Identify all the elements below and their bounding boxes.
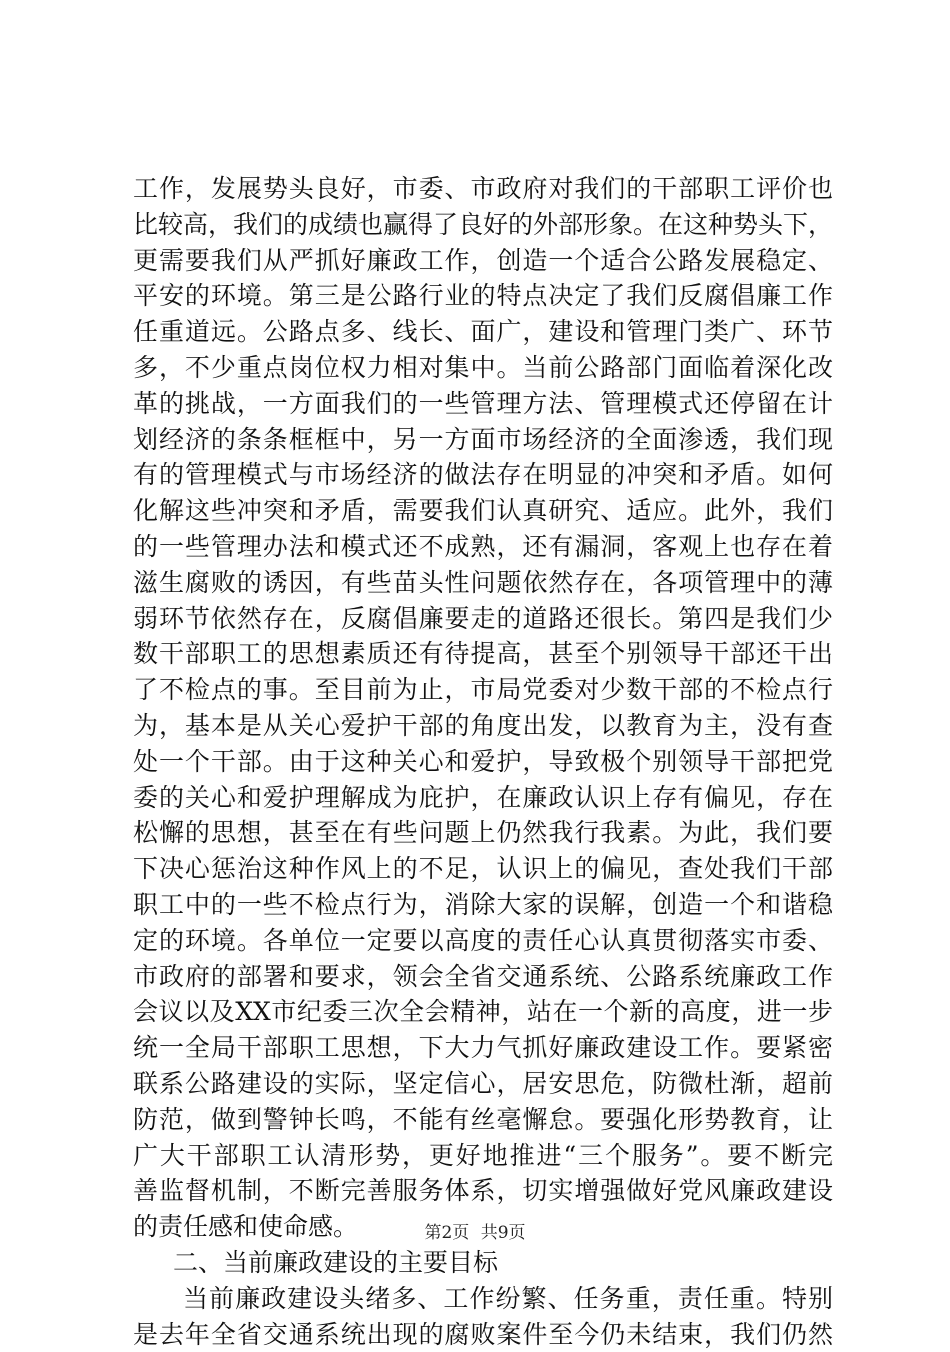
page-number: 第2页 xyxy=(424,1223,469,1243)
text-line: 处一个干部。由于这种关心和爱护，导致极个别领导干部把党 xyxy=(133,744,833,780)
text-line: 比较高，我们的成绩也赢得了良好的外部形象。在这种势头下， xyxy=(133,207,833,243)
text-line: 更需要我们从严抓好廉政工作，创造一个适合公路发展稳定、 xyxy=(133,243,833,279)
text-line: 的一些管理办法和模式还不成熟，还有漏洞，客观上也存在着 xyxy=(133,529,833,565)
text-line: 滋生腐败的诱因，有些苗头性问题依然存在，各项管理中的薄 xyxy=(133,565,833,601)
text-line: 有的管理模式与市场经济的做法存在明显的冲突和矛盾。如何 xyxy=(133,457,833,493)
text-line: 是去年全省交通系统出现的腐败案件至今仍未结束，我们仍然 xyxy=(133,1317,833,1352)
text-line: 的责任感和使命感。 xyxy=(133,1209,833,1245)
text-line: 多，不少重点岗位权力相对集中。当前公路部门面临着深化改 xyxy=(133,350,833,386)
page-footer xyxy=(0,1218,950,1243)
text-line: 工作，发展势头良好，市委、市政府对我们的干部职工评价也 xyxy=(133,171,833,207)
text-line: 联系公路建设的实际，坚定信心，居安思危，防微杜渐，超前 xyxy=(133,1066,833,1102)
text-line: 松懈的思想，甚至在有些问题上仍然我行我素。为此，我们要 xyxy=(133,815,833,851)
text-line: 定的环境。各单位一定要以高度的责任心认真贯彻落实市委、 xyxy=(133,923,833,959)
text-line: 数干部职工的思想素质还有待提高，甚至个别领导干部还干出 xyxy=(133,636,833,672)
text-line: 广大干部职工认清形势，更好地推进“三个服务”。要不断完 xyxy=(133,1138,833,1174)
text-line: 了不检点的事。至目前为止，市局党委对少数干部的不检点行 xyxy=(133,672,833,708)
text-line: 统一全局干部职工思想，下大力气抓好廉政建设工作。要紧密 xyxy=(133,1030,833,1066)
text-line: 划经济的条条框框中，另一方面市场经济的全面渗透，我们现 xyxy=(133,422,833,458)
text-line: 弱环节依然存在，反腐倡廉要走的道路还很长。第四是我们少 xyxy=(133,601,833,637)
text-line: 会议以及XX市纪委三次全会精神，站在一个新的高度，进一步 xyxy=(133,994,833,1030)
text-line: 为，基本是从关心爱护干部的角度出发，以教育为主，没有查 xyxy=(133,708,833,744)
text-line: 下决心惩治这种作风上的不足，认识上的偏见，查处我们干部 xyxy=(133,851,833,887)
text-line: 委的关心和爱护理解成为庇护，在廉政认识上存有偏见，存在 xyxy=(133,780,833,816)
text-line: 当前廉政建设头绪多、工作纷繁、任务重，责任重。特别 xyxy=(133,1281,833,1317)
text-line: 化解这些冲突和矛盾，需要我们认真研究、适应。此外，我们 xyxy=(133,493,833,529)
text-line: 革的挑战，一方面我们的一些管理方法、管理模式还停留在计 xyxy=(133,386,833,422)
document-body xyxy=(133,171,833,1352)
section-heading: 二、当前廉政建设的主要目标 xyxy=(133,1245,833,1281)
text-line: 任重道远。公路点多、线长、面广，建设和管理门类广、环节 xyxy=(133,314,833,350)
text-line: 善监督机制，不断完善服务体系，切实增强做好党风廉政建设 xyxy=(133,1173,833,1209)
text-line: 市政府的部署和要求，领会全省交通系统、公路系统廉政工作 xyxy=(133,959,833,995)
text-line: 职工中的一些不检点行为，消除大家的误解，创造一个和谐稳 xyxy=(133,887,833,923)
text-line: 防范，做到警钟长鸣，不能有丝毫懈怠。要强化形势教育，让 xyxy=(133,1102,833,1138)
text-line: 平安的环境。第三是公路行业的特点决定了我们反腐倡廉工作 xyxy=(133,278,833,314)
page-total: 共9页 xyxy=(481,1223,526,1243)
